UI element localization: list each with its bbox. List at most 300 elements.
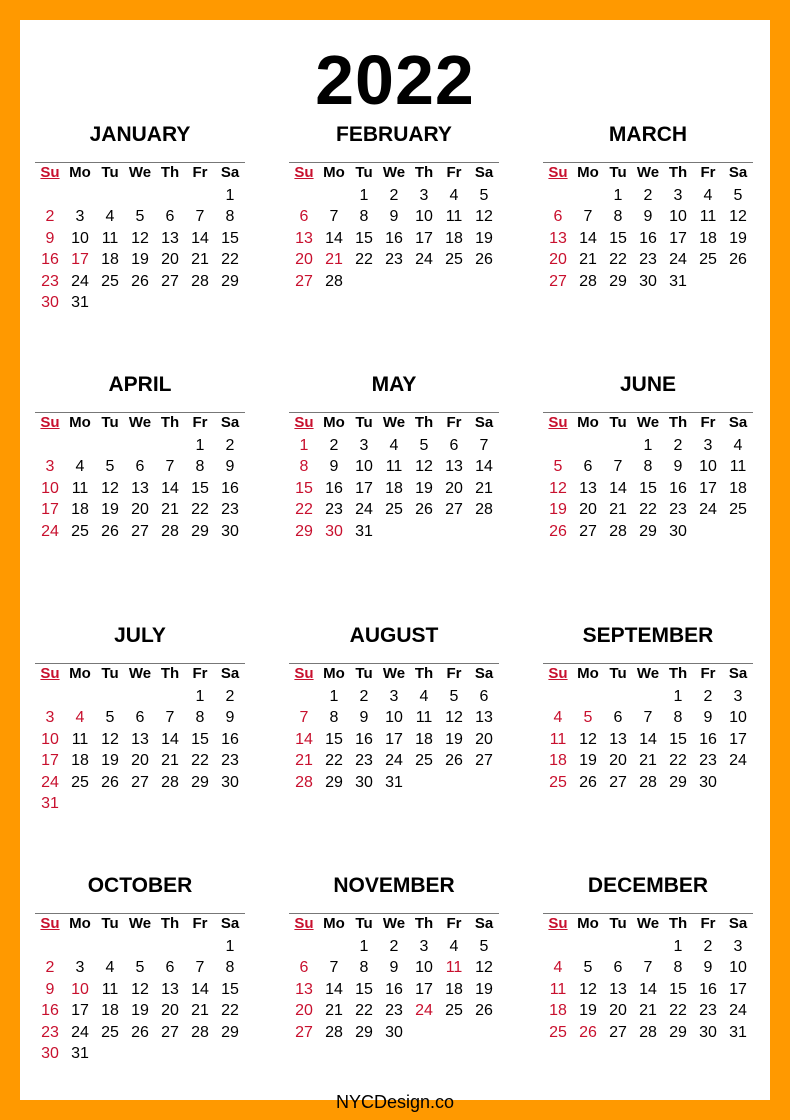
- weekday-header: Mo: [577, 915, 599, 932]
- day-cell: 1: [359, 937, 369, 955]
- day-cell: 24: [699, 501, 717, 518]
- weekday-header: Th: [160, 665, 180, 682]
- day-cell: 21: [639, 752, 657, 769]
- day-cell: 5: [479, 937, 489, 955]
- empty-cell: [289, 686, 319, 708]
- day-cell: 3: [75, 959, 85, 976]
- day-cell: 25: [101, 272, 119, 290]
- day-cell: 11: [549, 980, 567, 998]
- empty-cell: [543, 936, 573, 958]
- day-cell: 8: [225, 959, 235, 976]
- day-cell: 4: [105, 959, 115, 976]
- weekday-header: We: [636, 414, 660, 431]
- weekday-header: Th: [668, 665, 688, 682]
- day-cell: 23: [221, 752, 239, 769]
- weekday-header: Fr: [446, 414, 462, 431]
- day-cell: 3: [733, 687, 743, 705]
- day-cell: 29: [191, 522, 209, 540]
- day-cell: 30: [221, 522, 239, 540]
- day-cell: 7: [299, 709, 309, 726]
- day-cell: 27: [295, 1023, 313, 1041]
- day-cell: 26: [445, 752, 463, 769]
- weekday-header: Tu: [355, 665, 373, 682]
- month-march: [543, 115, 753, 292]
- day-cell: 6: [613, 959, 623, 976]
- weekday-header: Th: [414, 915, 434, 932]
- empty-cell: [573, 936, 603, 958]
- day-cell: 11: [729, 458, 747, 475]
- weekday-header: Fr: [700, 665, 716, 682]
- day-grid: [543, 413, 753, 542]
- weekday-header: Mo: [577, 665, 599, 682]
- day-cell: 8: [673, 709, 683, 726]
- weekday-header: We: [382, 915, 406, 932]
- day-cell: 29: [355, 1023, 373, 1041]
- weekday-header: Tu: [355, 915, 373, 932]
- weekday-header: Fr: [446, 915, 462, 932]
- weekday-header: Tu: [101, 915, 119, 932]
- weekday-header: Mo: [323, 665, 345, 682]
- day-cell: 20: [161, 1002, 179, 1019]
- empty-cell: [65, 435, 95, 457]
- day-cell: 31: [669, 272, 687, 290]
- day-cell: 11: [445, 208, 463, 225]
- day-cell: 3: [419, 186, 429, 204]
- weekday-header: Th: [160, 915, 180, 932]
- day-cell: 14: [295, 730, 313, 748]
- weekday-header: Sa: [728, 665, 748, 682]
- day-cell: 9: [673, 458, 683, 475]
- day-cell: 12: [579, 980, 597, 998]
- day-cell: 23: [385, 251, 403, 268]
- month-may: [289, 365, 499, 542]
- day-cell: 11: [101, 229, 119, 247]
- day-cell: 11: [445, 959, 463, 976]
- day-cell: 19: [445, 730, 463, 748]
- day-grid: [289, 914, 499, 1043]
- day-cell: 5: [479, 186, 489, 204]
- day-cell: 5: [105, 709, 115, 726]
- day-cell: 15: [325, 730, 343, 748]
- day-cell: 2: [389, 937, 399, 955]
- day-cell: 18: [71, 752, 89, 769]
- day-cell: 23: [699, 752, 717, 769]
- month-name: NOVEMBER: [333, 874, 455, 897]
- day-cell: 7: [195, 208, 205, 225]
- weekday-header: Sa: [220, 164, 240, 181]
- day-cell: 13: [609, 730, 627, 748]
- day-cell: 1: [673, 937, 683, 955]
- day-cell: 17: [41, 501, 59, 518]
- weekday-header: Su: [294, 915, 314, 932]
- weekday-header: Su: [294, 414, 314, 431]
- month-name: DECEMBER: [587, 874, 709, 897]
- day-cell: 21: [475, 479, 493, 497]
- empty-cell: [603, 435, 633, 457]
- day-cell: 31: [71, 1045, 89, 1062]
- month-november: [289, 866, 499, 1043]
- day-cell: 8: [643, 458, 653, 475]
- day-cell: 28: [161, 522, 179, 540]
- day-cell: 12: [415, 458, 433, 475]
- day-cell: 11: [699, 208, 717, 225]
- day-cell: 22: [355, 251, 373, 268]
- day-cell: 19: [415, 479, 433, 497]
- day-cell: 18: [445, 229, 463, 247]
- month-name: MARCH: [608, 123, 688, 146]
- day-cell: 17: [415, 980, 433, 998]
- day-cell: 6: [299, 959, 309, 976]
- day-cell: 10: [71, 980, 89, 998]
- empty-cell: [155, 936, 185, 958]
- day-cell: 28: [639, 1023, 657, 1041]
- weekday-header: Sa: [728, 414, 748, 431]
- day-cell: 25: [71, 773, 89, 791]
- day-cell: 14: [639, 730, 657, 748]
- empty-cell: [65, 686, 95, 708]
- day-cell: 10: [669, 208, 687, 225]
- weekday-header: Th: [414, 164, 434, 181]
- day-cell: 21: [639, 1002, 657, 1019]
- weekday-header: Fr: [192, 414, 208, 431]
- day-cell: 20: [131, 752, 149, 769]
- day-cell: 7: [165, 709, 175, 726]
- day-cell: 6: [165, 208, 175, 225]
- day-cell: 24: [669, 251, 687, 268]
- day-cell: 7: [165, 458, 175, 475]
- weekday-header: We: [382, 414, 406, 431]
- day-cell: 3: [45, 458, 55, 475]
- empty-cell: [603, 686, 633, 708]
- day-cell: 3: [389, 687, 399, 705]
- day-cell: 27: [295, 272, 313, 290]
- day-cell: 30: [41, 294, 59, 311]
- day-cell: 13: [131, 730, 149, 748]
- day-cell: 26: [131, 1023, 149, 1041]
- day-cell: 15: [609, 229, 627, 247]
- empty-cell: [543, 686, 573, 708]
- day-cell: 23: [385, 1002, 403, 1019]
- weekday-header: Sa: [220, 665, 240, 682]
- day-cell: 25: [385, 501, 403, 518]
- day-cell: 22: [221, 251, 239, 268]
- day-cell: 27: [579, 522, 597, 540]
- day-cell: 21: [161, 752, 179, 769]
- month-name: MAY: [371, 373, 417, 396]
- empty-cell: [35, 686, 65, 708]
- day-cell: 24: [41, 522, 59, 540]
- day-cell: 27: [445, 501, 463, 518]
- day-cell: 23: [639, 251, 657, 268]
- day-grid: [289, 163, 499, 292]
- day-cell: 17: [355, 479, 373, 497]
- day-cell: 20: [131, 501, 149, 518]
- empty-cell: [35, 936, 65, 958]
- day-cell: 22: [325, 752, 343, 769]
- day-cell: 23: [325, 501, 343, 518]
- day-cell: 12: [101, 730, 119, 748]
- weekday-header: Mo: [323, 164, 345, 181]
- day-cell: 26: [101, 773, 119, 791]
- day-cell: 15: [295, 479, 313, 497]
- day-cell: 9: [225, 709, 235, 726]
- day-cell: 20: [161, 251, 179, 268]
- weekday-header: Su: [294, 665, 314, 682]
- day-cell: 7: [195, 959, 205, 976]
- day-cell: 25: [101, 1023, 119, 1041]
- weekday-header: We: [128, 164, 152, 181]
- day-cell: 17: [699, 479, 717, 497]
- day-cell: 4: [449, 186, 459, 204]
- day-cell: 6: [613, 709, 623, 726]
- day-cell: 17: [41, 752, 59, 769]
- day-cell: 14: [191, 980, 209, 998]
- day-cell: 13: [295, 229, 313, 247]
- weekday-header: Th: [668, 915, 688, 932]
- weekday-header: Su: [548, 164, 568, 181]
- day-cell: 27: [609, 1023, 627, 1041]
- day-cell: 18: [101, 251, 119, 268]
- day-cell: 15: [191, 479, 209, 497]
- day-cell: 2: [45, 959, 55, 976]
- month-february: [289, 115, 499, 292]
- empty-cell: [185, 936, 215, 958]
- day-cell: 7: [643, 959, 653, 976]
- day-cell: 25: [415, 752, 433, 769]
- day-cell: 20: [609, 1002, 627, 1019]
- day-cell: 30: [699, 773, 717, 791]
- weekday-header: Fr: [700, 414, 716, 431]
- day-cell: 30: [699, 1023, 717, 1041]
- day-cell: 4: [703, 186, 713, 204]
- day-cell: 29: [295, 522, 313, 540]
- day-cell: 26: [549, 522, 567, 540]
- weekday-header: Fr: [192, 164, 208, 181]
- weekday-header: Fr: [192, 915, 208, 932]
- empty-cell: [543, 435, 573, 457]
- day-cell: 9: [703, 709, 713, 726]
- day-cell: 22: [669, 752, 687, 769]
- day-cell: 13: [161, 980, 179, 998]
- day-grid: [543, 914, 753, 1043]
- day-cell: 22: [191, 752, 209, 769]
- day-cell: 11: [101, 980, 119, 998]
- weekday-header: Su: [548, 665, 568, 682]
- empty-cell: [573, 185, 603, 207]
- day-cell: 6: [135, 709, 145, 726]
- day-cell: 26: [579, 773, 597, 791]
- month-august: [289, 616, 499, 793]
- day-cell: 24: [71, 272, 89, 290]
- weekday-header: Th: [160, 414, 180, 431]
- day-grid: [543, 163, 753, 292]
- weekday-header: We: [636, 164, 660, 181]
- month-september: [543, 616, 753, 793]
- day-cell: 9: [225, 458, 235, 475]
- day-cell: 16: [699, 980, 717, 998]
- month-name: FEBRUARY: [336, 123, 452, 146]
- month-name: JANUARY: [89, 123, 191, 146]
- month-june: [543, 365, 753, 542]
- day-cell: 23: [221, 501, 239, 518]
- day-cell: 15: [355, 229, 373, 247]
- day-cell: 21: [295, 752, 313, 769]
- empty-cell: [573, 686, 603, 708]
- day-cell: 6: [553, 208, 563, 225]
- day-cell: 22: [295, 501, 313, 518]
- empty-cell: [65, 936, 95, 958]
- day-cell: 8: [359, 959, 369, 976]
- weekday-header: Sa: [728, 915, 748, 932]
- day-cell: 4: [389, 436, 399, 454]
- day-cell: 27: [609, 773, 627, 791]
- day-cell: 18: [445, 980, 463, 998]
- day-cell: 10: [729, 959, 747, 976]
- day-cell: 25: [71, 522, 89, 540]
- day-cell: 9: [359, 709, 369, 726]
- day-cell: 19: [579, 752, 597, 769]
- day-cell: 17: [669, 229, 687, 247]
- day-cell: 8: [195, 458, 205, 475]
- weekday-header: Mo: [323, 915, 345, 932]
- day-cell: 15: [355, 980, 373, 998]
- weekday-header: Su: [548, 414, 568, 431]
- day-cell: 19: [101, 752, 119, 769]
- day-cell: 22: [221, 1002, 239, 1019]
- day-cell: 11: [71, 730, 89, 748]
- weekday-header: Mo: [69, 665, 91, 682]
- day-cell: 2: [389, 186, 399, 204]
- weekday-header: Fr: [700, 164, 716, 181]
- day-cell: 21: [579, 251, 597, 268]
- day-cell: 7: [613, 458, 623, 475]
- day-cell: 2: [673, 436, 683, 454]
- day-cell: 12: [131, 980, 149, 998]
- day-cell: 28: [609, 522, 627, 540]
- day-cell: 19: [475, 980, 493, 998]
- day-cell: 12: [549, 479, 567, 497]
- day-cell: 1: [225, 186, 235, 204]
- day-cell: 21: [325, 1002, 343, 1019]
- day-cell: 2: [703, 687, 713, 705]
- day-cell: 20: [475, 730, 493, 748]
- day-cell: 25: [729, 501, 747, 518]
- weekday-header: Tu: [101, 665, 119, 682]
- day-cell: 14: [475, 458, 493, 475]
- day-cell: 13: [161, 229, 179, 247]
- day-cell: 10: [385, 709, 403, 726]
- day-cell: 2: [225, 436, 235, 454]
- day-cell: 23: [41, 1023, 59, 1041]
- weekday-header: Su: [548, 915, 568, 932]
- day-cell: 12: [729, 208, 747, 225]
- empty-cell: [125, 435, 155, 457]
- day-cell: 7: [643, 709, 653, 726]
- month-july: [35, 616, 245, 815]
- empty-cell: [603, 936, 633, 958]
- day-cell: 15: [669, 730, 687, 748]
- day-cell: 6: [449, 436, 459, 454]
- day-cell: 8: [613, 208, 623, 225]
- empty-cell: [289, 936, 319, 958]
- day-cell: 28: [325, 1023, 343, 1041]
- day-cell: 28: [579, 272, 597, 290]
- day-cell: 11: [549, 730, 567, 748]
- day-cell: 2: [45, 208, 55, 225]
- empty-cell: [35, 435, 65, 457]
- day-cell: 17: [729, 980, 747, 998]
- day-cell: 29: [221, 272, 239, 290]
- day-cell: 2: [329, 436, 339, 454]
- empty-cell: [155, 686, 185, 708]
- day-cell: 25: [445, 1002, 463, 1019]
- day-cell: 29: [639, 522, 657, 540]
- day-cell: 24: [415, 251, 433, 268]
- day-cell: 4: [105, 208, 115, 225]
- day-cell: 1: [195, 436, 205, 454]
- day-cell: 12: [579, 730, 597, 748]
- day-cell: 16: [385, 980, 403, 998]
- day-cell: 10: [41, 730, 59, 748]
- footer-brand: NYCDesign.co: [335, 1092, 455, 1112]
- day-cell: 27: [131, 522, 149, 540]
- day-cell: 21: [161, 501, 179, 518]
- day-cell: 1: [673, 687, 683, 705]
- day-cell: 14: [579, 229, 597, 247]
- empty-cell: [155, 185, 185, 207]
- day-cell: 3: [733, 937, 743, 955]
- day-cell: 17: [415, 229, 433, 247]
- weekday-header: Sa: [474, 414, 494, 431]
- day-cell: 14: [325, 229, 343, 247]
- weekday-header: Su: [40, 665, 60, 682]
- day-grid: [289, 413, 499, 542]
- day-cell: 20: [609, 752, 627, 769]
- day-cell: 19: [579, 1002, 597, 1019]
- weekday-header: Tu: [355, 414, 373, 431]
- weekday-header: Th: [414, 414, 434, 431]
- day-cell: 4: [553, 959, 563, 976]
- day-cell: 15: [221, 229, 239, 247]
- month-name: JULY: [114, 624, 166, 647]
- day-cell: 22: [191, 501, 209, 518]
- day-cell: 19: [101, 501, 119, 518]
- day-cell: 26: [131, 272, 149, 290]
- empty-cell: [125, 185, 155, 207]
- empty-cell: [95, 936, 125, 958]
- month-december: [543, 866, 753, 1043]
- day-cell: 20: [445, 479, 463, 497]
- empty-cell: [95, 435, 125, 457]
- day-cell: 23: [669, 501, 687, 518]
- empty-cell: [35, 185, 65, 207]
- month-name: OCTOBER: [87, 874, 193, 897]
- day-cell: 27: [161, 1023, 179, 1041]
- weekday-header: Su: [40, 915, 60, 932]
- day-grid: [289, 664, 499, 793]
- weekday-header: We: [636, 915, 660, 932]
- day-grid: [35, 163, 245, 314]
- day-cell: 29: [669, 1023, 687, 1041]
- day-cell: 30: [325, 522, 343, 540]
- day-cell: 22: [669, 1002, 687, 1019]
- day-cell: 13: [579, 479, 597, 497]
- weekday-header: Mo: [69, 414, 91, 431]
- weekday-header: Sa: [474, 915, 494, 932]
- day-cell: 13: [295, 980, 313, 998]
- day-cell: 29: [191, 773, 209, 791]
- weekday-header: We: [636, 665, 660, 682]
